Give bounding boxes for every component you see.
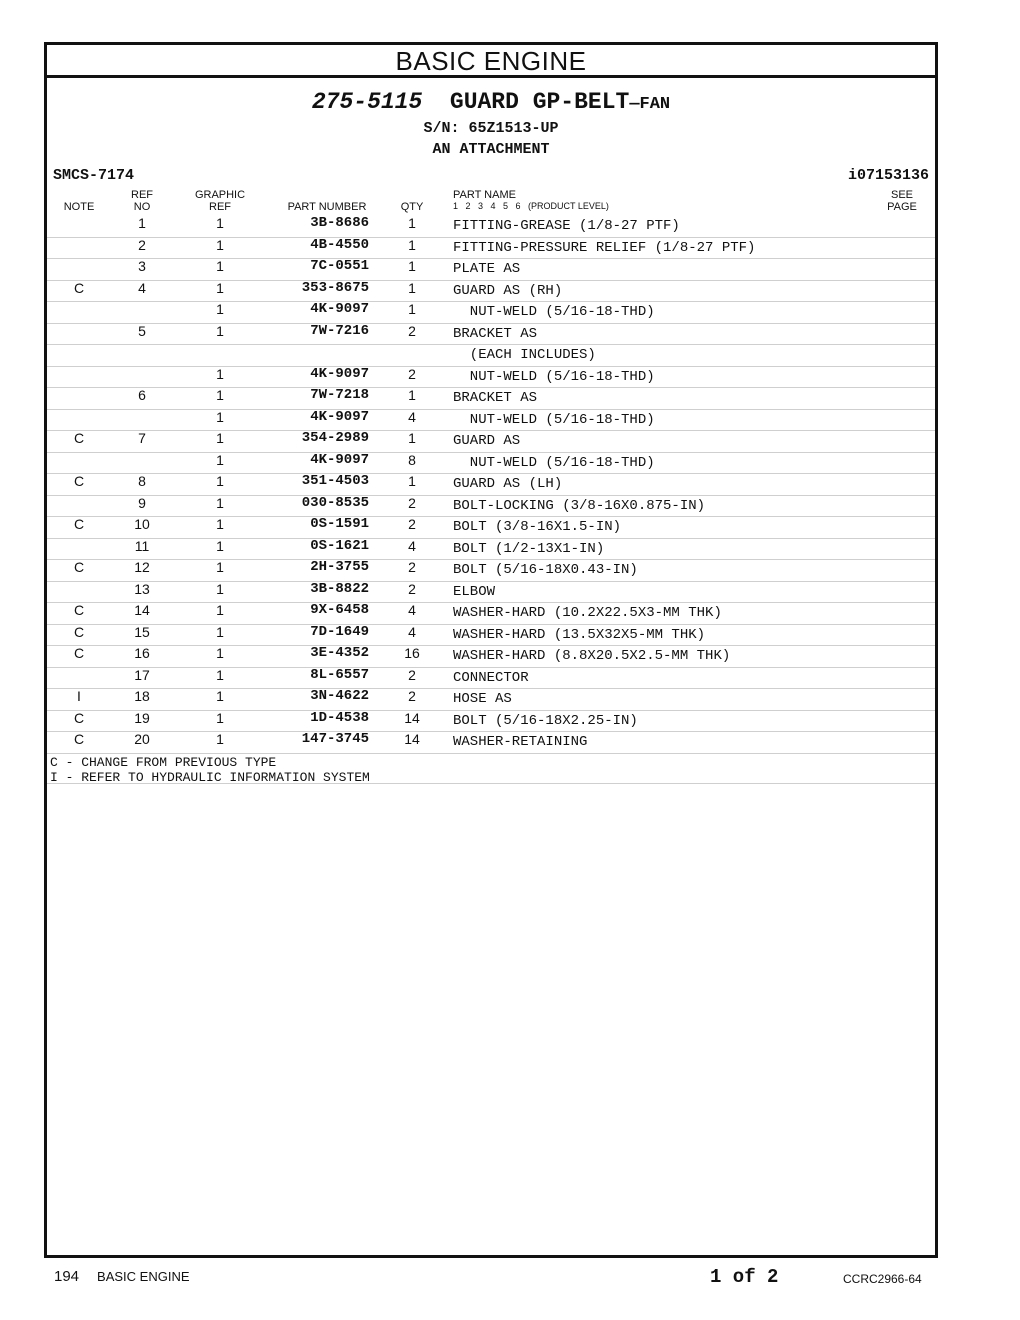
row-qty: 2	[408, 322, 416, 339]
table-row	[47, 387, 935, 410]
row-graphic-ref: 1	[216, 365, 224, 382]
row-part-name: GUARD AS (RH)	[453, 282, 563, 299]
row-part-number: 7D-1649	[310, 623, 369, 640]
group-title	[47, 89, 935, 118]
row-part-name: PLATE AS	[453, 261, 521, 277]
row-graphic-ref: 1	[216, 537, 224, 554]
row-part-number: 030-8535	[301, 494, 369, 511]
table-row	[47, 516, 935, 539]
row-ref-no: 11	[134, 537, 150, 554]
row-part-number: 7W-7216	[310, 322, 369, 339]
row-part-number: 4K-9097	[310, 408, 369, 425]
row-part-name: NUT-WELD (5/16-18-THD)	[453, 411, 655, 428]
row-part-name: BRACKET AS	[453, 390, 538, 406]
row-qty: 1	[408, 236, 416, 253]
col-qty: QTY	[400, 201, 424, 213]
row-ref-no: 8	[138, 473, 146, 489]
row-part-name: FITTING-PRESSURE RELIEF (1/8-27 PTF)	[453, 239, 756, 256]
col-part-number: PART NUMBER	[287, 201, 367, 213]
document-code: CCRC2966-64	[843, 1272, 922, 1286]
row-part-name: HOSE AS	[453, 691, 512, 707]
row-graphic-ref: 1	[216, 322, 224, 339]
row-qty: 14	[404, 731, 420, 747]
table-row	[47, 280, 935, 303]
footer-section: BASIC ENGINE	[97, 1269, 190, 1284]
row-part-number: 353-8675	[301, 279, 369, 296]
row-note: C	[73, 602, 85, 618]
row-part-number: 3B-8822	[310, 580, 369, 597]
row-qty: 4	[408, 602, 416, 618]
table-row	[47, 452, 935, 475]
col-note: NOTE	[63, 201, 95, 213]
row-qty: 16	[404, 645, 420, 661]
row-graphic-ref: 1	[216, 301, 224, 317]
row-part-number: 351-4503	[301, 473, 369, 489]
row-ref-no: 14	[134, 602, 150, 618]
table-row	[47, 731, 935, 754]
legend	[50, 755, 370, 785]
row-note: C	[73, 516, 85, 532]
table-row	[47, 409, 935, 432]
col-product-level: 1 2 3 4 5 6 (PRODUCT LEVEL)	[453, 201, 609, 211]
col-graphic-ref-line2: REF	[209, 201, 231, 213]
row-part-number: 0S-1621	[310, 537, 369, 554]
row-part-name: BOLT (1/2-13X1-IN)	[453, 540, 605, 557]
row-qty: 2	[408, 580, 416, 597]
row-part-name: GUARD AS	[453, 433, 521, 449]
row-qty: 14	[404, 709, 420, 726]
col-graphic-ref-line1: GRAPHIC	[194, 189, 246, 201]
row-qty: 2	[408, 516, 416, 532]
table-row	[47, 215, 935, 238]
row-part-name: BOLT (5/16-18X2.25-IN)	[453, 712, 638, 729]
row-graphic-ref: 1	[216, 623, 224, 640]
row-part-name: GUARD AS (LH)	[453, 476, 563, 492]
row-ref-no: 2	[138, 236, 146, 253]
col-part-name: PART NAME	[453, 189, 516, 201]
row-part-name: BOLT (3/8-16X1.5-IN)	[453, 519, 622, 535]
row-note: I	[77, 688, 81, 704]
row-part-name: NUT-WELD (5/16-18-THD)	[453, 368, 655, 385]
row-qty: 1	[408, 258, 416, 274]
row-qty: 1	[408, 387, 416, 403]
row-qty: 2	[408, 365, 416, 382]
row-qty: 1	[408, 430, 416, 446]
col-see-page	[877, 189, 927, 213]
table-row	[47, 581, 935, 604]
row-graphic-ref: 1	[216, 516, 224, 532]
page-of-indicator: 1 of 2	[710, 1266, 779, 1288]
row-part-name: NUT-WELD (5/16-18-THD)	[453, 454, 655, 471]
table-row	[47, 710, 935, 733]
group-part-number: 275-5115	[311, 89, 423, 115]
row-qty: 2	[408, 559, 416, 575]
table-row	[47, 538, 935, 561]
row-qty: 4	[408, 408, 416, 425]
row-ref-no: 12	[134, 559, 150, 575]
row-part-number: 3N-4622	[310, 688, 369, 704]
table-row	[47, 323, 935, 346]
row-ref-no: 13	[134, 580, 150, 597]
row-qty: 1	[408, 279, 416, 296]
col-see-page-line2: PAGE	[887, 201, 917, 213]
row-graphic-ref: 1	[216, 258, 224, 274]
row-part-number: 2H-3755	[310, 559, 369, 575]
row-graphic-ref: 1	[216, 645, 224, 661]
row-ref-no: 20	[134, 731, 150, 747]
table-row	[47, 559, 935, 582]
row-part-name: BOLT-LOCKING (3/8-16X0.875-IN)	[453, 497, 706, 514]
table-row	[47, 645, 935, 668]
row-note: C	[73, 709, 85, 726]
row-graphic-ref: 1	[216, 688, 224, 704]
attachment-label: AN ATTACHMENT	[432, 141, 550, 158]
row-part-name: ELBOW	[453, 583, 496, 600]
row-part-number: 3E-4352	[310, 645, 369, 661]
row-note: C	[73, 559, 85, 575]
table-row	[47, 366, 935, 389]
row-note: C	[73, 430, 85, 446]
row-qty: 2	[408, 494, 416, 511]
row-part-name: BRACKET AS	[453, 325, 538, 342]
row-note: C	[73, 279, 85, 296]
table-row	[47, 237, 935, 260]
row-part-name: NUT-WELD (5/16-18-THD)	[453, 304, 655, 320]
row-graphic-ref: 1	[216, 430, 224, 446]
col-see-page-line1: SEE	[890, 189, 913, 201]
row-qty: 1	[408, 215, 416, 231]
row-part-number: 0S-1591	[310, 516, 369, 532]
table-row	[47, 258, 935, 281]
legend-divider	[47, 783, 935, 784]
illustration-id: i07153136	[847, 167, 929, 184]
row-part-number: 8L-6557	[310, 666, 369, 683]
row-graphic-ref: 1	[216, 559, 224, 575]
row-qty: 1	[408, 301, 416, 317]
row-graphic-ref: 1	[216, 215, 224, 231]
row-graphic-ref: 1	[216, 666, 224, 683]
row-ref-no: 4	[138, 279, 146, 296]
row-ref-no: 15	[134, 623, 150, 640]
row-graphic-ref: 1	[216, 709, 224, 726]
row-part-name: WASHER-RETAINING	[453, 734, 588, 750]
row-graphic-ref: 1	[216, 451, 224, 468]
row-qty: 4	[408, 623, 416, 640]
row-qty: 2	[408, 688, 416, 704]
footer-left	[54, 1268, 190, 1285]
row-part-number: 7W-7218	[310, 387, 369, 403]
row-ref-no: 19	[134, 709, 150, 726]
row-graphic-ref: 1	[216, 473, 224, 489]
row-qty: 2	[408, 666, 416, 683]
row-note: C	[73, 645, 85, 661]
group-name: GUARD GP-BELT	[449, 89, 630, 115]
table-row	[47, 473, 935, 496]
row-graphic-ref: 1	[216, 408, 224, 425]
row-part-name: FITTING-GREASE (1/8-27 PTF)	[453, 218, 680, 234]
row-part-number: 4K-9097	[310, 301, 369, 317]
table-row	[47, 624, 935, 647]
row-graphic-ref: 1	[216, 279, 224, 296]
row-note: C	[73, 623, 85, 640]
row-ref-no: 7	[138, 430, 146, 446]
row-ref-no: 17	[134, 666, 150, 683]
row-part-number: 1D-4538	[310, 709, 369, 726]
legend-item-hydraulic: I - REFER TO HYDRAULIC INFORMATION SYSTEM	[50, 770, 370, 785]
row-part-number: 147-3745	[301, 731, 369, 747]
row-ref-no: 5	[138, 322, 146, 339]
table-row	[47, 344, 935, 367]
row-ref-no: 16	[134, 645, 150, 661]
row-part-number: 4K-9097	[310, 451, 369, 468]
row-ref-no: 10	[134, 516, 150, 532]
row-part-name: WASHER-HARD (10.2X22.5X3-MM THK)	[453, 605, 722, 621]
row-graphic-ref: 1	[216, 387, 224, 403]
row-graphic-ref: 1	[216, 580, 224, 597]
row-ref-no: 1	[138, 215, 146, 231]
row-part-name: (EACH INCLUDES)	[453, 347, 596, 363]
row-note: C	[73, 473, 85, 489]
col-ref-no	[125, 189, 159, 213]
section-title: BASIC ENGINE	[47, 45, 935, 78]
row-qty: 8	[408, 451, 416, 468]
row-part-number: 4B-4550	[310, 236, 369, 253]
row-ref-no: 9	[138, 494, 146, 511]
table-row	[47, 688, 935, 711]
row-part-name: WASHER-HARD (13.5X32X5-MM THK)	[453, 626, 706, 643]
parts-page-frame	[44, 42, 938, 1258]
row-ref-no: 18	[134, 688, 150, 704]
row-graphic-ref: 1	[216, 494, 224, 511]
row-part-number: 354-2989	[301, 430, 369, 446]
smcs-code: SMCS-7174	[53, 167, 135, 184]
row-part-name: CONNECTOR	[453, 669, 529, 686]
row-qty: 1	[408, 473, 416, 489]
row-part-name: WASHER-HARD (8.8X20.5X2.5-MM THK)	[453, 648, 731, 664]
row-part-number: 3B-8686	[310, 215, 369, 231]
row-part-number: 9X-6458	[310, 602, 369, 618]
row-part-name: BOLT (5/16-18X0.43-IN)	[453, 562, 638, 578]
table-row	[47, 602, 935, 625]
page-number: 194	[54, 1268, 80, 1285]
row-graphic-ref: 1	[216, 731, 224, 747]
group-header	[47, 89, 935, 160]
table-row	[47, 667, 935, 690]
row-qty: 4	[408, 537, 416, 554]
serial-number: S/N: 65Z1513-UP	[423, 120, 559, 137]
legend-item-change: C - CHANGE FROM PREVIOUS TYPE	[50, 755, 277, 770]
row-part-number: 7C-0551	[310, 258, 369, 274]
col-ref-no-line1: REF	[131, 189, 153, 201]
col-ref-no-line2: NO	[133, 201, 151, 213]
table-row	[47, 430, 935, 453]
group-name-suffix: —FAN	[629, 95, 671, 114]
row-graphic-ref: 1	[216, 602, 224, 618]
column-headers	[47, 185, 935, 215]
col-graphic-ref	[187, 189, 253, 213]
row-note: C	[73, 731, 85, 747]
table-row	[47, 495, 935, 518]
table-row	[47, 301, 935, 324]
row-ref-no: 3	[138, 258, 146, 274]
row-graphic-ref: 1	[216, 236, 224, 253]
row-ref-no: 6	[138, 387, 146, 403]
row-part-number: 4K-9097	[310, 365, 369, 382]
